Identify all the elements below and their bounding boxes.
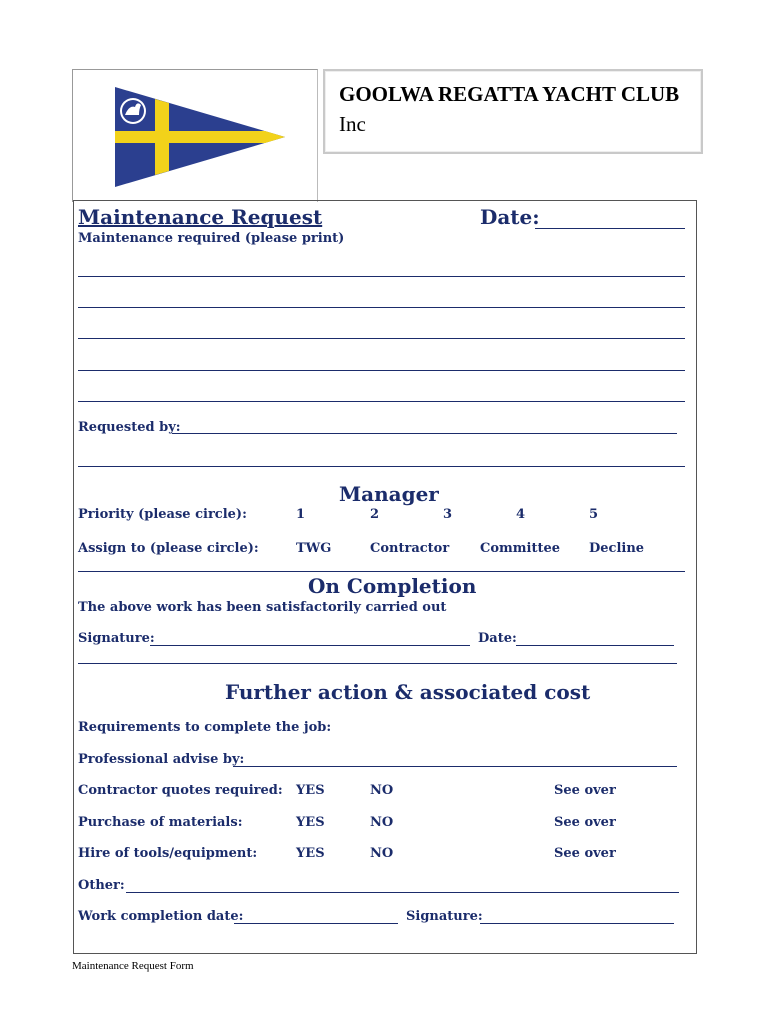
row-materials-label: Purchase of materials:: [78, 815, 243, 830]
row-tools-see: See over: [554, 846, 616, 861]
other-line[interactable]: [126, 892, 679, 893]
row-materials-yes[interactable]: YES: [296, 815, 325, 830]
completion-signature-label: Signature:: [78, 631, 155, 646]
divider-line: [78, 663, 677, 664]
club-name: GOOLWA REGATTA YACHT CLUB: [339, 82, 680, 106]
work-completion-line[interactable]: [234, 923, 398, 924]
assign-option-twg[interactable]: TWG: [296, 541, 332, 556]
logo-box: [72, 69, 318, 202]
priority-label: Priority (please circle):: [78, 507, 247, 522]
assign-label: Assign to (please circle):: [78, 541, 259, 556]
writing-line[interactable]: [78, 401, 685, 402]
title-box: [323, 69, 703, 154]
row-contractor-see: See over: [554, 783, 616, 798]
row-tools-yes[interactable]: YES: [296, 846, 325, 861]
form-title-text: Maintenance Request: [78, 205, 323, 229]
divider-line: [78, 571, 685, 572]
form-title: [78, 205, 322, 229]
priority-option-5[interactable]: 5: [589, 507, 599, 522]
assign-option-contractor[interactable]: Contractor: [370, 541, 450, 556]
date-label: Date:: [480, 205, 540, 229]
work-completion-label: Work completion date:: [78, 909, 244, 924]
assign-option-committee[interactable]: Committee: [480, 541, 561, 556]
completion-signature-line[interactable]: [150, 645, 470, 646]
advise-label: Professional advise by:: [78, 752, 245, 767]
requested-by-label: Requested by:: [78, 420, 181, 435]
completion-statement: The above work has been satisfactorily carried out: [78, 600, 447, 615]
priority-option-3[interactable]: 3: [443, 507, 453, 522]
writing-line[interactable]: [78, 307, 685, 308]
date-line[interactable]: [535, 228, 685, 229]
further-heading: Further action & associated cost: [225, 680, 591, 704]
manager-heading: Manager: [339, 482, 439, 506]
writing-line[interactable]: [78, 466, 685, 467]
row-tools-label: Hire of tools/equipment:: [78, 846, 258, 861]
completion-date-label: Date:: [478, 631, 517, 646]
priority-option-2[interactable]: 2: [370, 507, 380, 522]
further-signature-line[interactable]: [480, 923, 674, 924]
row-tools-no[interactable]: NO: [370, 846, 394, 861]
burgee-flag-icon: [115, 87, 287, 187]
writing-line[interactable]: [78, 276, 685, 277]
priority-option-1[interactable]: 1: [296, 507, 306, 522]
footer-text: Maintenance Request Form: [72, 960, 194, 972]
form-subtitle: Maintenance required (please print): [78, 231, 345, 246]
row-contractor-label: Contractor quotes required:: [78, 783, 283, 798]
writing-line[interactable]: [78, 338, 685, 339]
row-contractor-yes[interactable]: YES: [296, 783, 325, 798]
club-suffix: Inc: [339, 112, 366, 136]
requirements-label: Requirements to complete the job:: [78, 720, 332, 735]
advise-line[interactable]: [233, 766, 677, 767]
completion-heading: On Completion: [308, 574, 477, 598]
requested-by-line[interactable]: [172, 433, 677, 434]
writing-line[interactable]: [78, 370, 685, 371]
other-label: Other:: [78, 878, 125, 893]
club-title: [339, 79, 689, 139]
priority-option-4[interactable]: 4: [516, 507, 526, 522]
further-signature-label: Signature:: [406, 909, 483, 924]
assign-option-decline[interactable]: Decline: [589, 541, 645, 556]
row-materials-no[interactable]: NO: [370, 815, 394, 830]
row-materials-see: See over: [554, 815, 616, 830]
row-contractor-no[interactable]: NO: [370, 783, 394, 798]
completion-date-line[interactable]: [516, 645, 674, 646]
